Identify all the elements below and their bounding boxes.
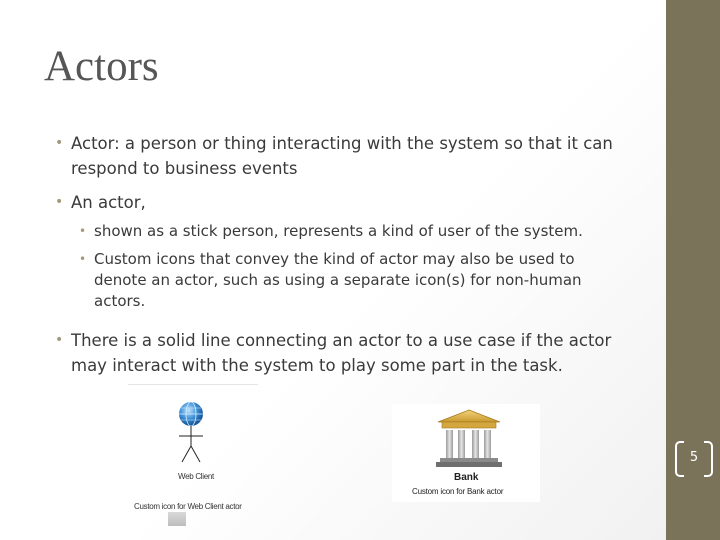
web-client-label: Web Client [178, 472, 214, 481]
bullet-dot-icon: • [55, 194, 64, 210]
image-artifact [168, 512, 186, 526]
bullet-text: Custom icons that convey the kind of actor may also be used to denote an actor, such as using a separate icon(s) for non-human actors. [94, 250, 582, 310]
right-bracket-icon [704, 441, 713, 477]
bullet-dot-icon: • [55, 332, 64, 348]
page-number [675, 441, 713, 475]
bullet-item [55, 190, 631, 215]
bullet-text: shown as a stick person, represents a kind of user of the system. [94, 222, 583, 240]
bullet-text: There is a solid line connecting an actor to a use case if the actor may interact with the system to play some part in the task. [71, 331, 612, 375]
left-bracket-icon [675, 441, 684, 477]
bank-label: Bank [454, 472, 479, 483]
bullet-dot-icon: • [79, 224, 87, 238]
web-client-caption: Custom icon for Web Client actor [134, 502, 242, 511]
page-number-value: 5 [689, 450, 699, 465]
bank-building-icon [434, 408, 504, 470]
bank-caption: Custom icon for Bank actor [412, 487, 504, 496]
divider [128, 384, 258, 385]
bullet-text: An actor, [71, 193, 146, 212]
slide-title: Actors [44, 43, 159, 90]
sub-bullet-item [79, 221, 634, 242]
web-client-figure [128, 384, 258, 528]
bullet-text: Actor: a person or thing interacting with the system so that it can respond to business events [71, 134, 613, 178]
bank-figure [392, 404, 540, 502]
bullet-item [55, 131, 631, 181]
bullet-dot-icon: • [79, 252, 87, 266]
sub-bullet-item [79, 249, 624, 312]
bullet-dot-icon: • [55, 135, 64, 151]
bullet-item [55, 328, 631, 378]
